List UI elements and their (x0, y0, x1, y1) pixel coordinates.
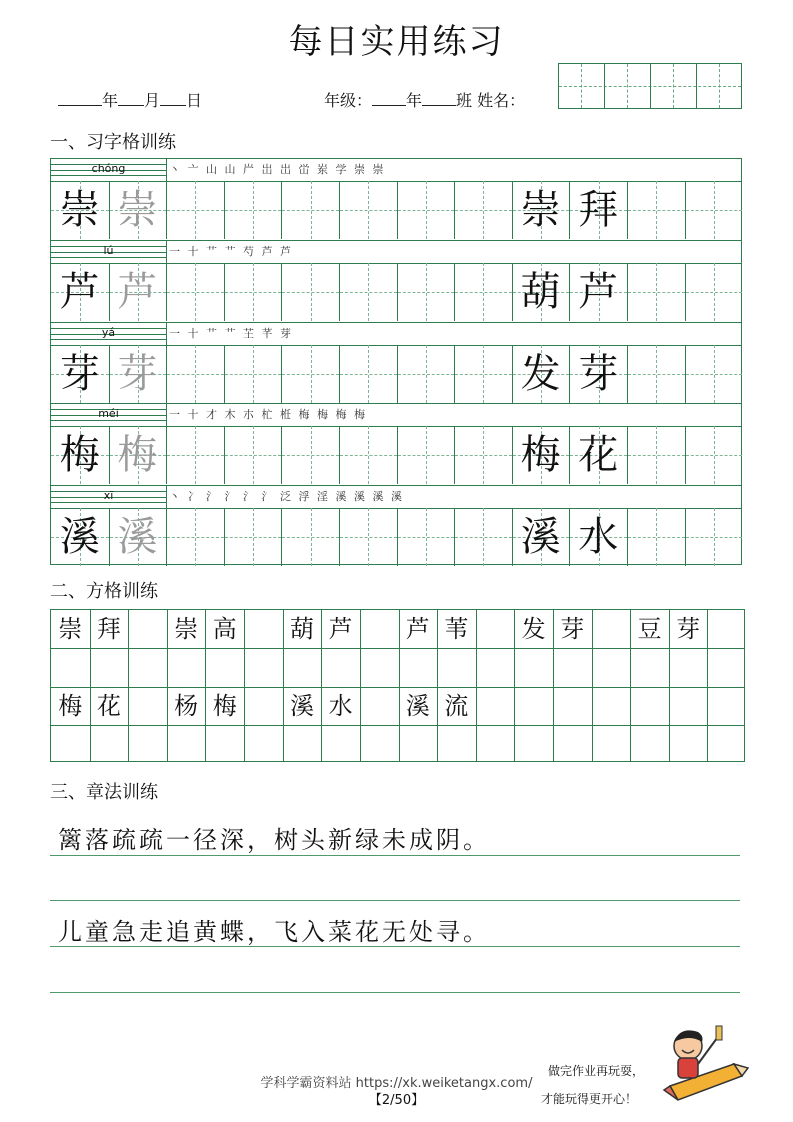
practice-cell[interactable] (397, 181, 455, 239)
word-char: 花 (578, 432, 619, 479)
pinyin-text: lú (103, 244, 114, 258)
word-char: 芦 (578, 269, 619, 316)
practice-cell[interactable] (224, 181, 282, 239)
practice-cell[interactable] (454, 263, 512, 321)
word-char: 溪 (520, 513, 561, 560)
stroke-order: 一 十 艹 艹 芍 芦 芦 (169, 245, 293, 259)
practice-cell[interactable] (685, 181, 743, 239)
motto-line-1: 做完作业再玩耍， (548, 1064, 645, 1078)
grid-char: 溪 (289, 691, 314, 720)
grade-year-label: 年 (406, 91, 423, 110)
day-label: 日 (186, 91, 203, 110)
practice-cell[interactable] (627, 181, 685, 239)
practice-cell[interactable] (166, 345, 224, 403)
section-title-1: 一、习字格训练 (50, 132, 176, 153)
stroke-order: 一 十 才 木 朩 杧 栣 梅 梅 梅 梅 (169, 408, 367, 422)
char-row (51, 485, 741, 567)
model-char: 芦 (59, 269, 100, 316)
poem-line-1: 篱落疏疏一径深，树头新绿未成阴。 (58, 826, 490, 854)
name-grid[interactable] (558, 63, 742, 109)
practice-cell[interactable] (281, 263, 339, 321)
class-label: 班 (456, 91, 473, 110)
practice-cell[interactable] (397, 426, 455, 484)
char-row (51, 322, 741, 404)
stroke-order: 丶 亠 山 山 屵 岀 岀 峃 岽 学 崇 崇 (169, 163, 386, 176)
footer-site: 学科学霸资料站 https://xk.weiketangx.com/ (260, 1076, 533, 1091)
pinyin-text: yá (101, 325, 116, 339)
char-row (51, 240, 741, 322)
name-label: 姓名： (477, 91, 526, 110)
practice-cell[interactable] (685, 508, 743, 566)
grid-char: 苇 (444, 615, 469, 643)
model-char: 溪 (59, 513, 100, 560)
year-label: 年 (102, 91, 119, 110)
practice-cell[interactable] (281, 426, 339, 484)
model-char: 崇 (59, 187, 100, 233)
practice-cell[interactable] (397, 508, 455, 566)
writing-line (50, 900, 740, 901)
practice-cell[interactable] (454, 345, 512, 403)
char-row (51, 403, 741, 485)
practice-cell[interactable] (166, 426, 224, 484)
word-char: 拜 (578, 187, 619, 233)
grid-char: 高 (212, 615, 237, 643)
grid-char: 崇 (174, 615, 199, 643)
practice-cell[interactable] (685, 426, 743, 484)
practice-cell[interactable] (339, 426, 397, 484)
writing-line (50, 855, 740, 856)
grade-label: 年级： (324, 91, 373, 110)
word-char: 葫 (520, 269, 561, 316)
grid-char: 葫 (289, 615, 314, 643)
pinyin-text: chóng (91, 162, 126, 175)
trace-char: 崇 (117, 187, 158, 233)
section-title-2: 二、方格训练 (50, 581, 158, 602)
grid-char: 溪 (405, 691, 430, 720)
page-title: 每日实用练习 (288, 22, 505, 62)
practice-cell[interactable] (339, 263, 397, 321)
practice-cell[interactable] (627, 426, 685, 484)
poem-line-2: 儿童急走追黄蝶，飞入菜花无处寻。 (58, 918, 490, 946)
practice-cell[interactable] (627, 345, 685, 403)
date-field[interactable] (58, 88, 202, 111)
practice-cell[interactable] (166, 263, 224, 321)
practice-cell[interactable] (281, 345, 339, 403)
practice-cell[interactable] (166, 181, 224, 239)
grid-char: 芽 (560, 615, 585, 643)
grid-char: 芦 (328, 615, 353, 643)
grid-char: 梅 (58, 691, 83, 720)
practice-cell[interactable] (224, 345, 282, 403)
word-char: 芽 (578, 350, 619, 397)
practice-cell[interactable] (224, 508, 282, 566)
practice-cell[interactable] (397, 345, 455, 403)
practice-cell[interactable] (224, 426, 282, 484)
pinyin-text: xī (103, 488, 114, 502)
grid-char: 崇 (58, 615, 83, 643)
trace-char: 溪 (117, 513, 158, 560)
grid-char: 杨 (174, 691, 199, 720)
practice-cell[interactable] (685, 345, 743, 403)
practice-cell[interactable] (339, 181, 397, 239)
model-char: 梅 (59, 432, 100, 479)
grid-char: 流 (444, 691, 469, 720)
grid-char: 发 (521, 615, 546, 643)
page-number: 【2/50】 (368, 1093, 425, 1108)
word-char: 梅 (520, 432, 561, 479)
practice-cell[interactable] (627, 263, 685, 321)
grade-field[interactable] (324, 88, 525, 111)
practice-cell[interactable] (281, 181, 339, 239)
practice-cell[interactable] (339, 345, 397, 403)
char-row (51, 159, 741, 240)
grid-char: 芦 (405, 615, 430, 643)
practice-cell[interactable] (454, 181, 512, 239)
grid-char: 梅 (212, 691, 237, 720)
writing-line (50, 946, 740, 947)
practice-cell[interactable] (339, 508, 397, 566)
stroke-order: 一 十 艹 艹 芏 芊 芽 (169, 326, 293, 340)
month-label: 月 (144, 91, 161, 110)
word-char: 发 (520, 350, 561, 397)
trace-char: 芽 (117, 350, 158, 397)
trace-char: 梅 (117, 432, 158, 479)
square-grid (50, 609, 745, 762)
grid-char: 水 (328, 691, 353, 720)
trace-char: 芦 (117, 269, 158, 316)
practice-cell[interactable] (397, 263, 455, 321)
stroke-order: 丶 冫 氵 氵 氵 氵 泛 浮 淫 溪 溪 溪 溪 (169, 489, 404, 503)
grid-char: 拜 (96, 615, 121, 643)
grid-char: 豆 (637, 615, 662, 643)
section-title-3: 三、章法训练 (50, 782, 158, 803)
model-char: 芽 (59, 350, 100, 397)
practice-cell[interactable] (224, 263, 282, 321)
practice-cell[interactable] (166, 508, 224, 566)
word-char: 水 (578, 513, 619, 560)
practice-cell[interactable] (685, 263, 743, 321)
grid-char: 芽 (676, 615, 701, 643)
practice-cell[interactable] (281, 508, 339, 566)
writing-line (50, 992, 740, 993)
grid-char: 花 (96, 691, 121, 720)
practice-cell[interactable] (454, 426, 512, 484)
word-char: 崇 (520, 187, 561, 233)
cartoon-kid-icon (660, 1024, 750, 1110)
pinyin-text: méi (98, 407, 119, 421)
practice-cell[interactable] (454, 508, 512, 566)
motto-line-2: 才能玩得更开心！ (541, 1092, 638, 1106)
character-practice-grid (50, 158, 742, 565)
practice-cell[interactable] (627, 508, 685, 566)
